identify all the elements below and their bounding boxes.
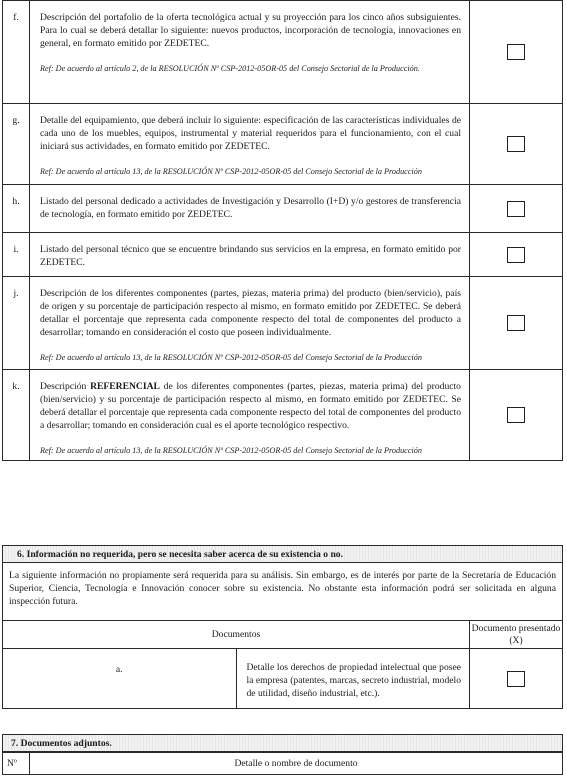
item-description: Listado del personal dedicado a actividades de Investigación y Desarrollo (I+D) y/o gestores de transferencia de tecnología, en formato emitido por ZEDETEC. xyxy=(40,196,461,221)
requirements-table xyxy=(2,0,563,461)
item-description: Detalle del equipamiento, que deberá incluir lo siguiente: especificación de las características individuales de cada uno de los muebles, equipos, instrumental y material requeridos para el funcionamiento, con el cual iniciará sus actividades, en formato emitido por ZEDETEC. xyxy=(40,115,461,153)
header-documents: Documentos xyxy=(3,621,470,649)
header-document-presented: Documento presentado (X) xyxy=(470,621,563,649)
item-description-prefix: Descripción xyxy=(40,381,91,392)
header-document-detail: Detalle o nombre de documento xyxy=(30,753,563,775)
item-letter: h. xyxy=(3,185,30,233)
checkbox-cell xyxy=(470,104,563,185)
item-description-cell xyxy=(30,185,470,233)
item-reference: Ref: De acuerdo al artículo 13, de la RESOLUCIÓN Nº CSP-2012-05OR-05 del Consejo Sectorial de la Producción xyxy=(40,353,422,363)
header-number: Nº xyxy=(3,753,30,775)
item-description: Descripción de los diferentes componentes (partes, piezas, materia prima) del producto (bien/servicio), país de origen y su porcentaje de participación respecto al mismo, en formato emitido por ZEDETEC. Se deberá detallar el porcentaje que representa cada componente respecto del total de componentes del producto a desarrollar; tomando en consideración el costo que poseen individualmente. xyxy=(40,288,461,339)
section-7-table xyxy=(2,752,563,775)
item-description-cell xyxy=(30,370,470,461)
item-description: Detalle los derechos de propiedad intelectual que posee la empresa (patentes, marcas, secreto industrial, modelo de utilidad, diseño industrial, etc.). xyxy=(236,649,470,709)
item-description-cell xyxy=(30,104,470,185)
item-letter: j. xyxy=(3,277,30,370)
checkbox-icon[interactable] xyxy=(507,201,525,217)
item-reference: Ref: De acuerdo al artículo 13, de la RESOLUCIÓN Nº CSP-2012-05OR-05 del Consejo Sectorial de la Producción xyxy=(40,167,422,177)
item-letter: a. xyxy=(3,649,237,709)
item-description-rest: de los diferentes componentes (partes, piezas, materia prima) del producto (bien/servicio) y su porcentaje de participación respecto al mismo, en formato emitido por ZEDETEC. Se deberá detallar el porcentaje que representa cada componente respecto del total de componentes del producto a desarrollar; tomando en consideración cual es el aporte tecnológico respectivo. xyxy=(40,381,461,432)
table-header-row xyxy=(3,753,563,775)
table-row xyxy=(3,233,563,277)
table-row xyxy=(3,185,563,233)
checkbox-cell xyxy=(470,649,563,709)
checkbox-cell xyxy=(470,277,563,370)
table-row xyxy=(3,649,563,709)
checkbox-icon[interactable] xyxy=(507,44,525,60)
table-row xyxy=(3,277,563,370)
checkbox-icon[interactable] xyxy=(507,247,525,263)
section-6 xyxy=(2,545,563,709)
checkbox-cell xyxy=(470,1,563,104)
item-letter: k. xyxy=(3,370,30,461)
item-description-cell xyxy=(30,1,470,104)
item-description: Descripción del portafolio de la oferta tecnológica actual y su proyección para los cinco años subsiguientes. Para lo cual se deberá detallar lo siguiente: nuevos productos, incorporación de tecnología, innovaciones en general, en formato emitido por ZEDETEC. xyxy=(40,12,461,50)
checkbox-icon[interactable] xyxy=(507,315,525,331)
table-row xyxy=(3,1,563,104)
item-description: Listado del personal técnico que se encuentre brindando sus servicios en la empresa, en formato emitido por ZEDETEC. xyxy=(40,244,461,269)
item-letter: i. xyxy=(3,233,30,277)
checkbox-cell xyxy=(470,185,563,233)
section-6-title: 6. Información no requerida, pero se necesita saber acerca de su existencia o no. xyxy=(2,545,563,563)
section-7-title: 7. Documentos adjuntos. xyxy=(2,734,563,752)
section-6-intro: La siguiente información no propiamente será requerida para su análisis. Sin embargo, es de interés por parte de la Secretaría de Educación Superior, Ciencia, Tecnología e Innovación conocer sobre su existencia. No obstante esta información podrá ser solicitada en alguna inspección futura. xyxy=(2,563,563,620)
checkbox-icon[interactable] xyxy=(507,407,525,423)
section-7 xyxy=(2,734,563,775)
item-letter: g. xyxy=(3,104,30,185)
checkbox-icon[interactable] xyxy=(507,671,525,687)
table-row xyxy=(3,104,563,185)
table-header-row xyxy=(3,621,563,649)
item-description xyxy=(40,380,461,432)
checkbox-cell xyxy=(470,370,563,461)
checkbox-cell xyxy=(470,233,563,277)
checkbox-icon[interactable] xyxy=(507,136,525,152)
item-letter: f. xyxy=(3,1,30,104)
table-row xyxy=(3,370,563,461)
item-description-cell xyxy=(30,233,470,277)
item-description-cell xyxy=(30,277,470,370)
item-description-emphasis: REFERENCIAL xyxy=(90,381,160,392)
item-reference: Ref: De acuerdo al artículo 2, de la RESOLUCIÓN Nº CSP-2012-05OR-05 del Consejo Sectorial de la Producción. xyxy=(40,64,420,74)
item-reference: Ref: De acuerdo al artículo 13, de la RESOLUCIÓN Nº CSP-2012-05OR-05 del Consejo Sectorial de la Producción xyxy=(40,446,422,456)
section-6-table xyxy=(2,620,563,709)
